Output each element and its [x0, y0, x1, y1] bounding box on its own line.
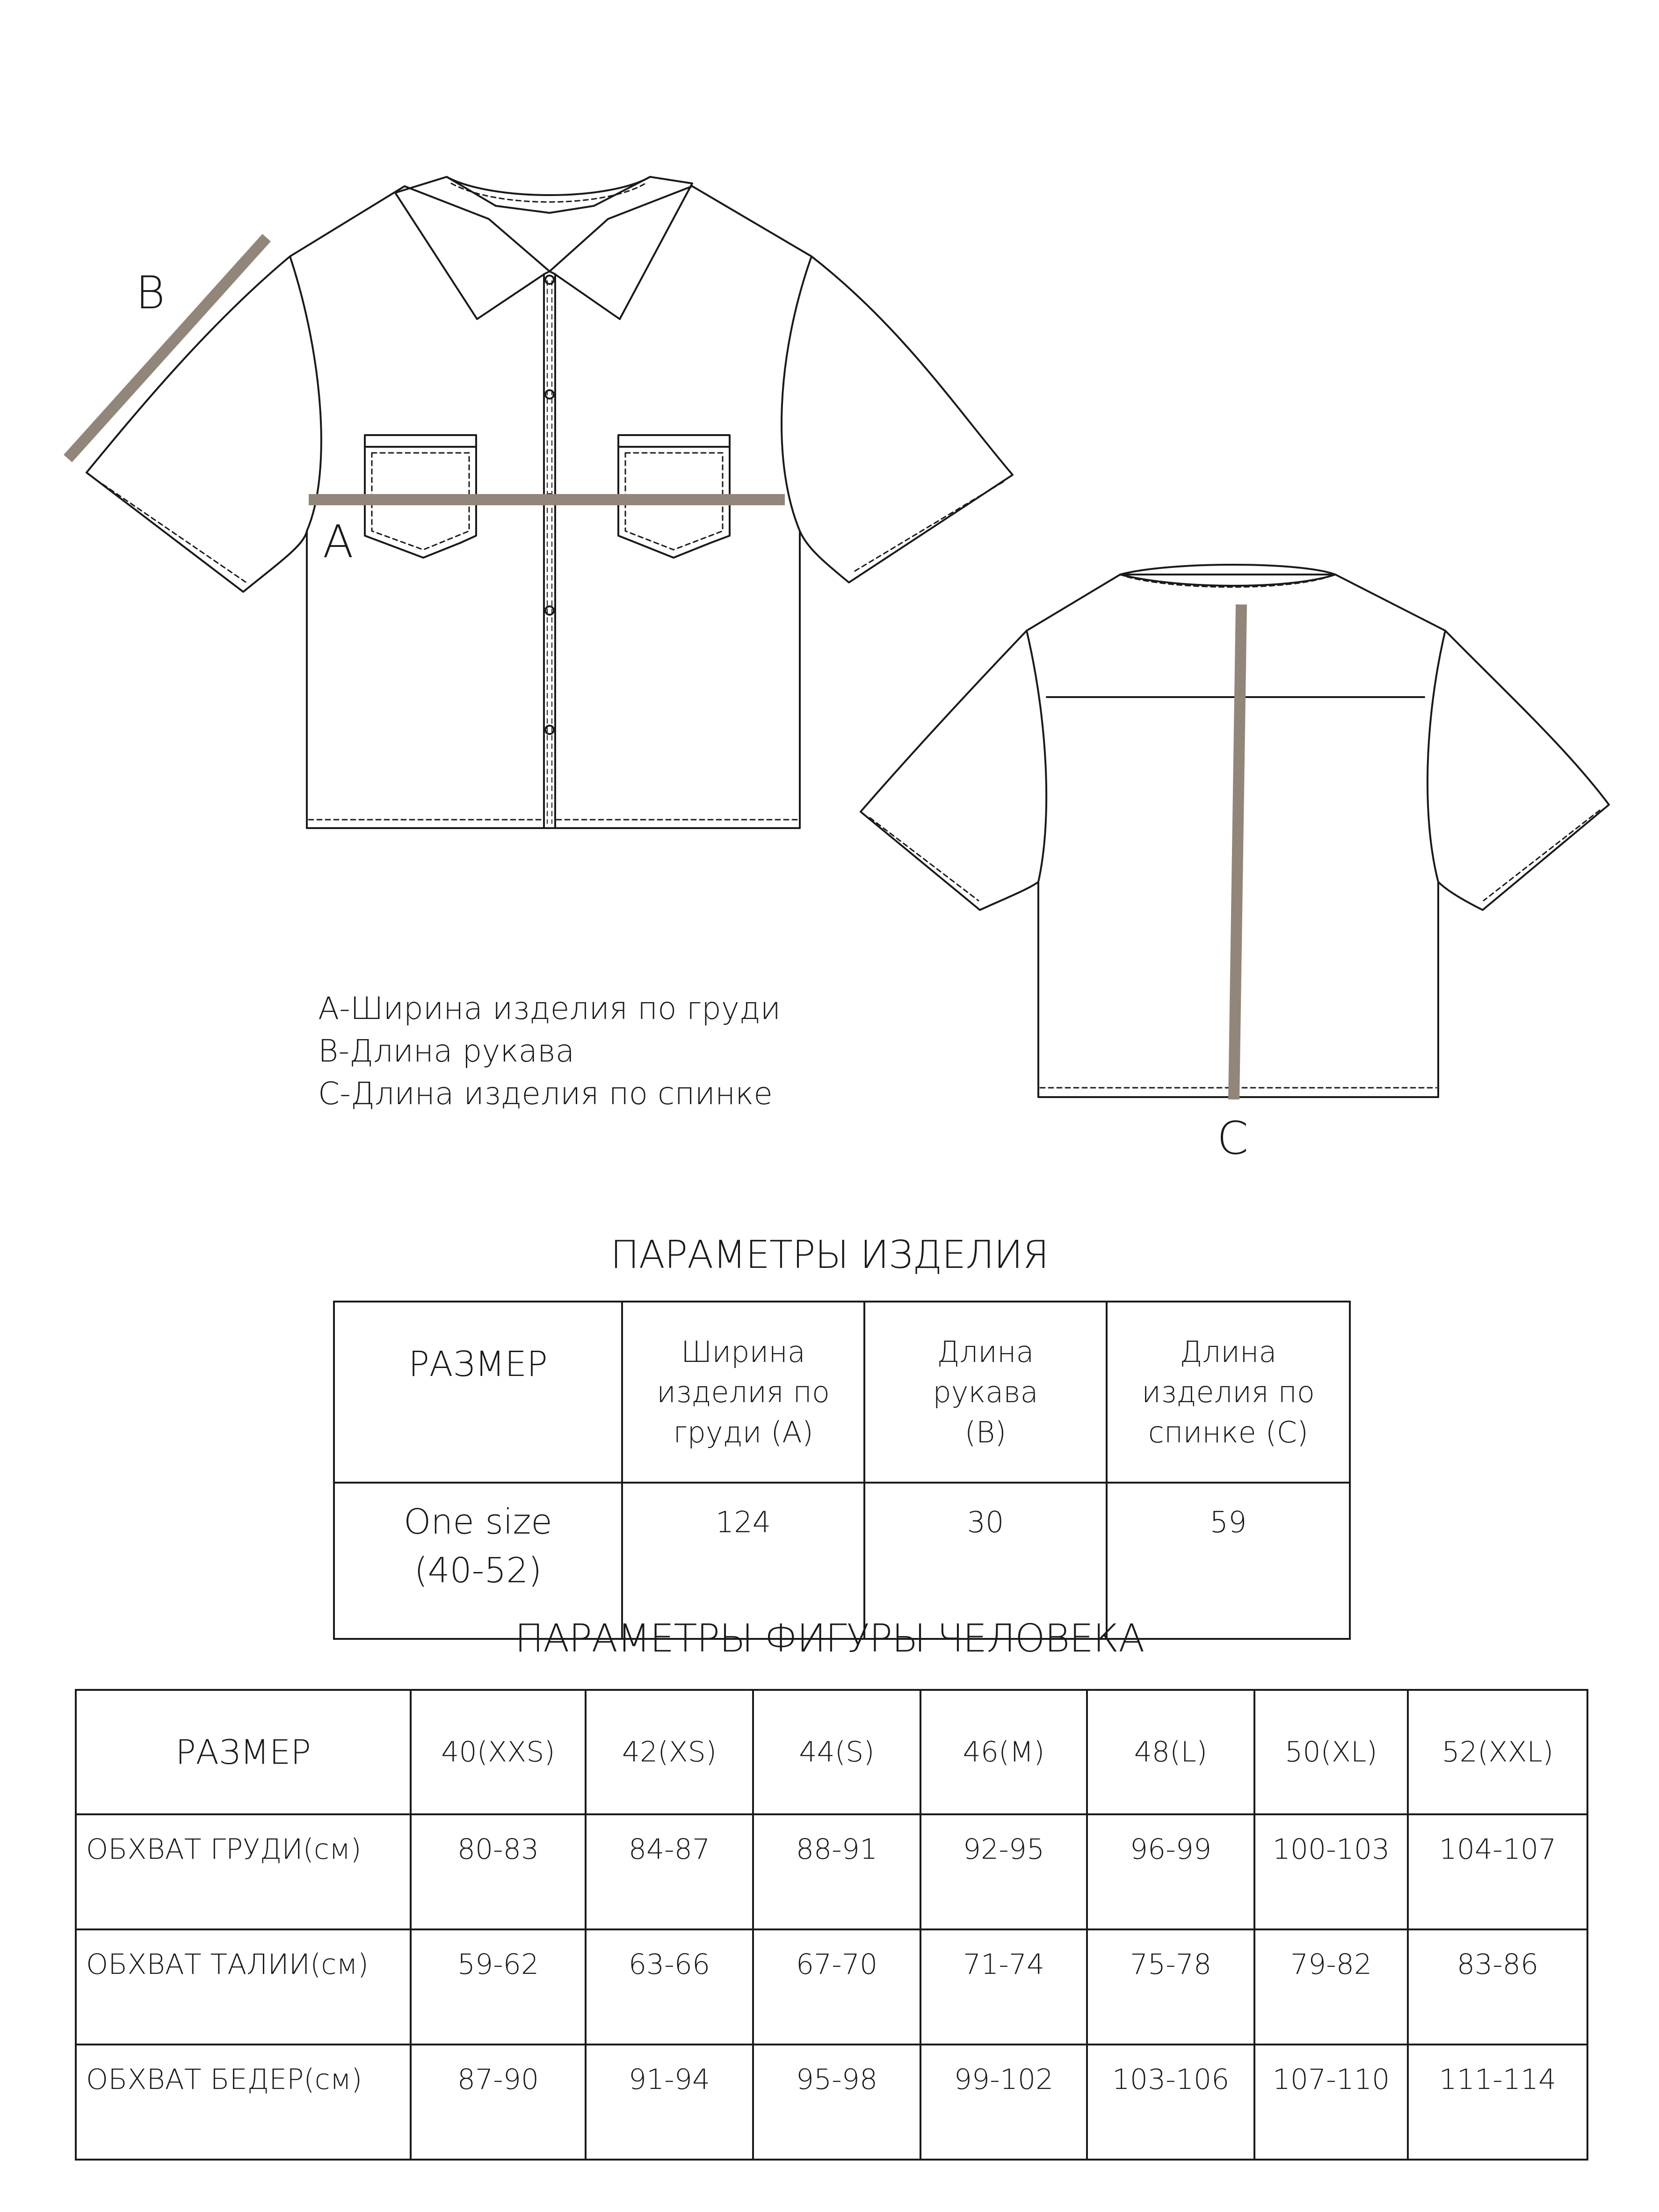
table-cell: 92-95 [920, 1814, 1087, 1929]
size-header: 40(XXS) [411, 1690, 586, 1814]
label-a: A [323, 516, 354, 568]
header-back-length: Длина изделия по спинке (С) [1107, 1302, 1350, 1483]
table-cell: 96-99 [1087, 1814, 1254, 1929]
table-cell: 88-91 [753, 1814, 920, 1929]
legend-item-b: В-Длина рукава [318, 1033, 575, 1069]
body-params-table [75, 1689, 1588, 2161]
size-header: 48(L) [1087, 1690, 1254, 1814]
header-chest-width: Ширина изделия по груди (А) [622, 1302, 864, 1483]
label-b: B [136, 267, 165, 319]
table-cell: 103-106 [1087, 2045, 1254, 2160]
table-row [76, 2045, 1587, 2160]
back-length-value: 59 [1107, 1483, 1350, 1639]
table-header-row [334, 1302, 1350, 1483]
size-header: 50(XL) [1254, 1690, 1408, 1814]
table-cell: 104-107 [1408, 1814, 1587, 1929]
size-header: 44(S) [753, 1690, 920, 1814]
table-cell: 84-87 [586, 1814, 753, 1929]
table-cell: 67-70 [753, 1929, 920, 2045]
table-cell: 107-110 [1254, 2045, 1408, 2160]
row-label: ОБХВАТ ТАЛИИ(см) [76, 1929, 411, 2045]
row-label: ОБХВАТ ГРУДИ(см) [76, 1814, 411, 1929]
header-size: РАЗМЕР [76, 1690, 411, 1814]
legend-item-a: А-Ширина изделия по груди [318, 990, 781, 1026]
table-row [76, 1814, 1587, 1929]
table-cell: 99-102 [920, 2045, 1087, 2160]
table-cell: 80-83 [411, 1814, 586, 1929]
product-params-table [333, 1301, 1351, 1640]
table-cell: 95-98 [753, 2045, 920, 2160]
sleeve-length-value: 30 [864, 1483, 1107, 1639]
size-header: 42(XS) [586, 1690, 753, 1814]
table-cell: 63-66 [586, 1929, 753, 2045]
chest-width-value: 124 [622, 1483, 864, 1639]
table-cell: 91-94 [586, 2045, 753, 2160]
table-cell: 59-62 [411, 1929, 586, 2045]
label-c: C [1217, 1112, 1249, 1164]
size-header: 46(M) [920, 1690, 1087, 1814]
measure-line-b [68, 238, 267, 458]
header-sleeve-length: Длина рукава (В) [864, 1302, 1107, 1483]
header-size: РАЗМЕР [334, 1302, 622, 1483]
product-params-title: ПАРАМЕТРЫ ИЗДЕЛИЯ [610, 1233, 1049, 1277]
table-cell: 100-103 [1254, 1814, 1408, 1929]
table-cell: 71-74 [920, 1929, 1087, 2045]
table-cell: 79-82 [1254, 1929, 1408, 2045]
table-header-row [76, 1690, 1587, 1814]
table-cell: 111-114 [1408, 2045, 1587, 2160]
measure-line-c [1234, 604, 1241, 1099]
legend-item-c: С-Длина изделия по спинке [318, 1076, 773, 1112]
measurement-legend [318, 987, 781, 1115]
size-header: 52(XXL) [1408, 1690, 1587, 1814]
size-value: One size (40-52) [334, 1483, 622, 1639]
table-cell: 83-86 [1408, 1929, 1587, 2045]
table-row [76, 1929, 1587, 2045]
table-cell: 87-90 [411, 2045, 586, 2160]
row-label: ОБХВАТ БЕДЕР(см) [76, 2045, 411, 2160]
table-row [334, 1483, 1350, 1639]
body-params-title: ПАРАМЕТРЫ ФИГУРЫ ЧЕЛОВЕКА [514, 1616, 1145, 1661]
table-cell: 75-78 [1087, 1929, 1254, 2045]
